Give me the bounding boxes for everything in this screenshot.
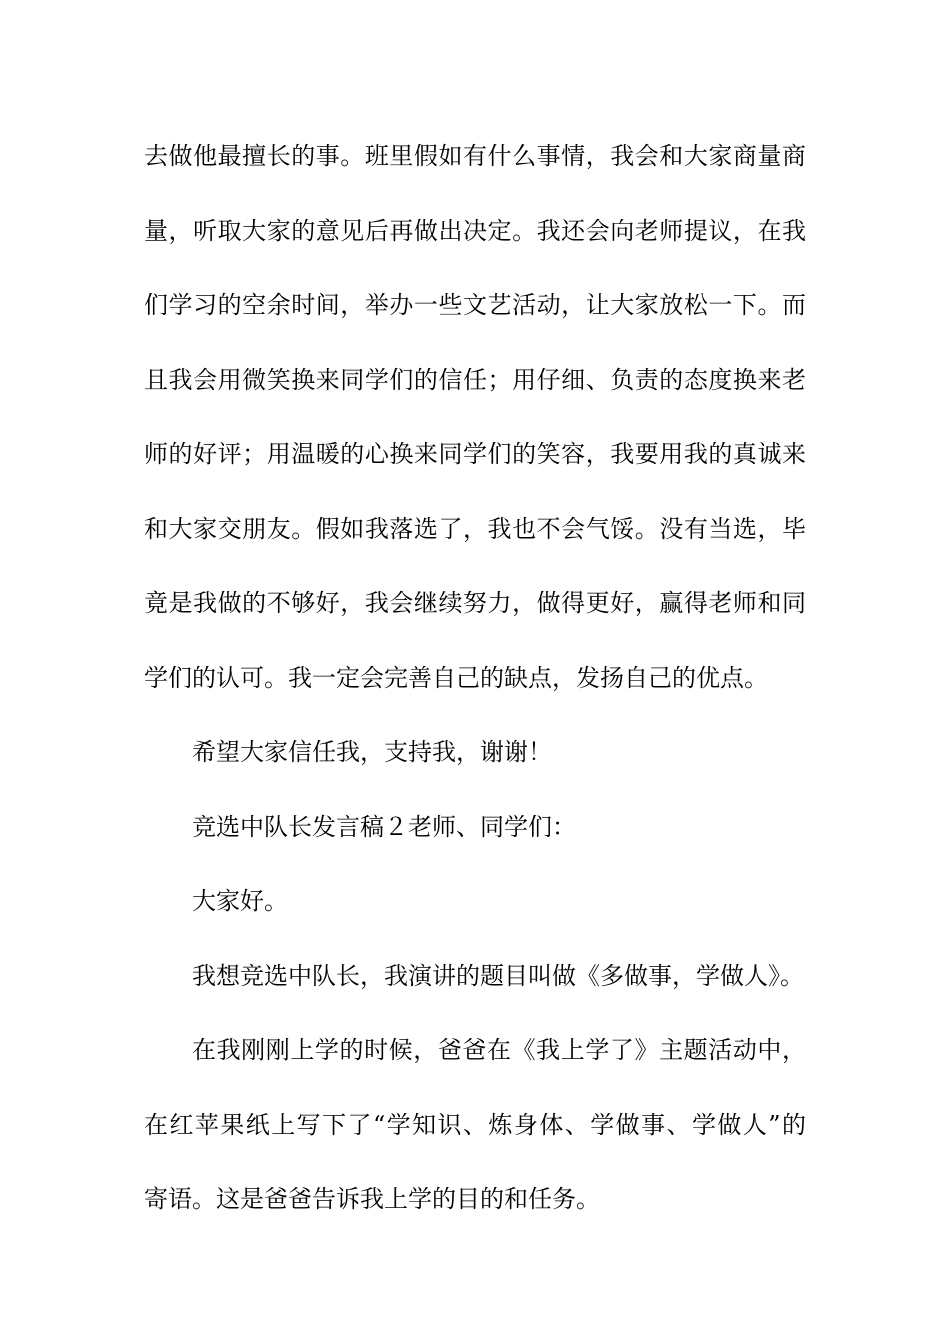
- paragraph-line: 且我会用微笑换来同学们的信任；用仔细、负责的态度换来老: [144, 365, 806, 394]
- paragraph-line: 师的好评；用温暖的心换来同学们的笑容，我要用我的真诚来: [144, 440, 806, 468]
- paragraph-line: 和大家交朋友。假如我落选了，我也不会气馁。没有当选，毕: [144, 514, 806, 543]
- paragraph-line: 学们的认可。我一定会完善自己的缺点，发扬自己的优点。: [144, 663, 768, 692]
- paragraph-line: 在我刚刚上学的时候，爸爸在《我上学了》主题活动中，: [192, 1036, 806, 1064]
- paragraph-line: 量，听取大家的意见后再做出决定。我还会向老师提议，在我: [144, 216, 806, 245]
- paragraph-line: 竟是我做的不够好，我会继续努力，做得更好，赢得老师和同: [144, 589, 806, 617]
- paragraph-line: 们学习的空余时间，举办一些文艺活动，让大家放松一下。而: [144, 291, 806, 319]
- paragraph-line: 我想竞选中队长，我演讲的题目叫做《多做事，学做人》。: [192, 961, 804, 990]
- paragraph-line: 大家好。: [192, 887, 288, 915]
- document-body: [144, 131, 806, 1249]
- section-heading: 竞选中队长发言稿２老师、同学们：: [192, 812, 576, 841]
- paragraph-line: 在红苹果纸上写下了“学知识、炼身体、学做事、学做人”的: [144, 1110, 806, 1139]
- paragraph-line: 希望大家信任我，支持我，谢谢！: [192, 738, 552, 766]
- paragraph-line: 去做他最擅长的事。班里假如有什么事情，我会和大家商量商: [144, 142, 806, 170]
- paragraph-line: 寄语。这是爸爸告诉我上学的目的和任务。: [144, 1185, 600, 1213]
